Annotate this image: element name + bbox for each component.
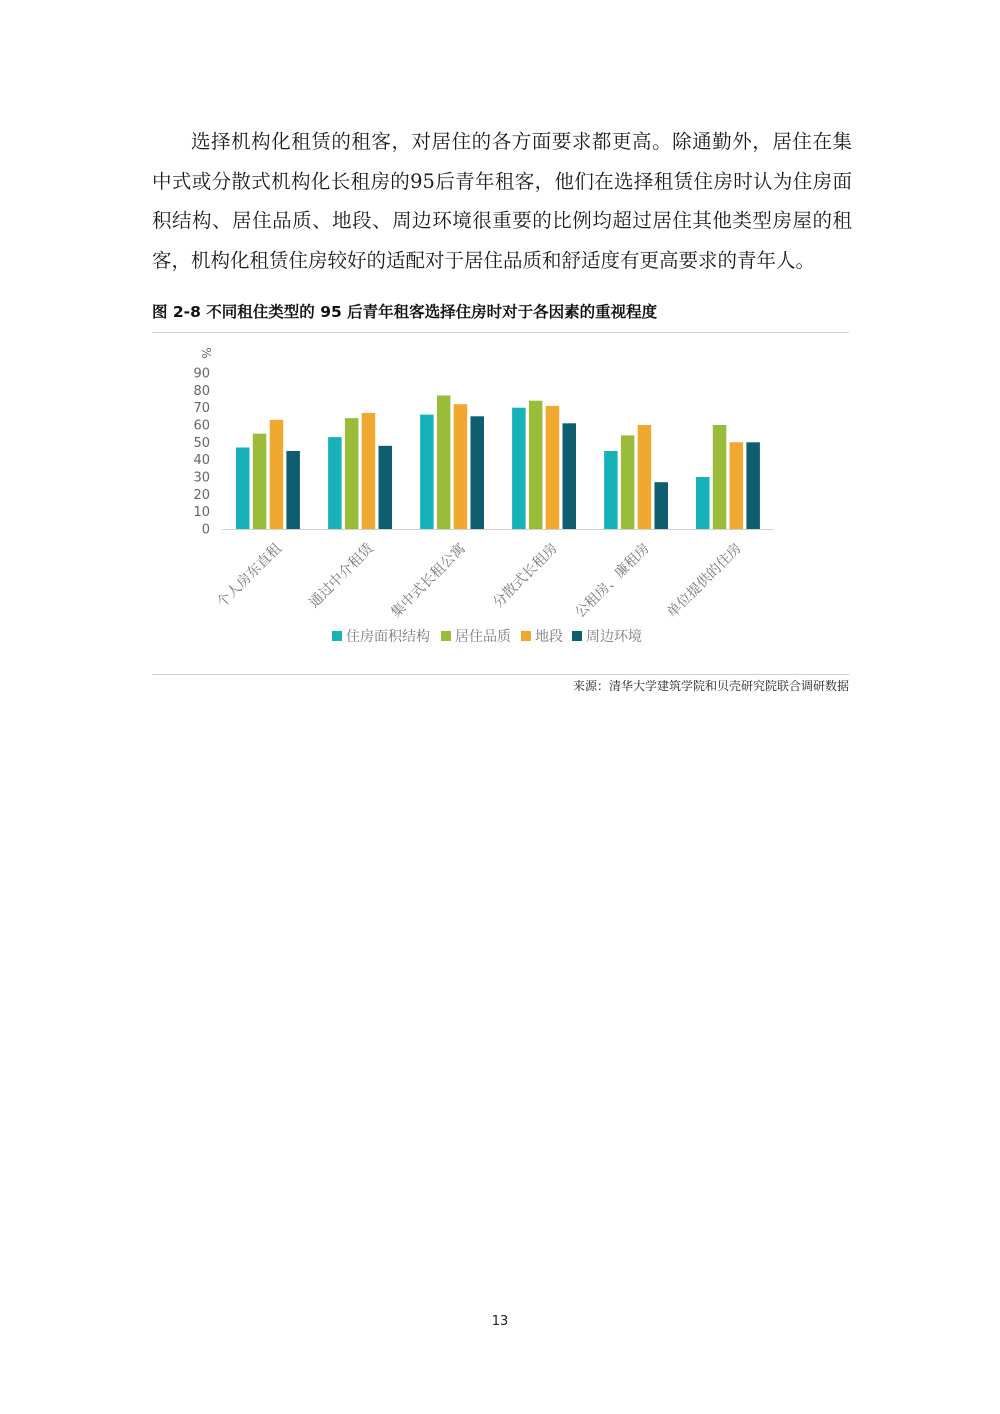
- bar: [345, 418, 359, 529]
- y-tick-label: 0: [201, 522, 210, 538]
- y-axis: [193, 347, 213, 537]
- x-category-label: 分散式长租房: [490, 540, 561, 612]
- legend-label: 周边环境: [586, 629, 642, 645]
- bar: [655, 482, 669, 529]
- y-tick-label: 60: [193, 418, 210, 434]
- bar: [696, 477, 710, 529]
- bar: [236, 448, 250, 530]
- figure-caption: 图 2-8 不同租住类型的 95 后青年租客选择住房时对于各因素的重视程度: [152, 303, 658, 321]
- bar: [713, 425, 727, 529]
- y-tick-label: 90: [193, 366, 210, 382]
- bar: [512, 408, 526, 529]
- y-tick-label: 30: [193, 470, 210, 486]
- y-tick-label: 40: [193, 453, 210, 469]
- y-axis-label: %: [199, 347, 213, 359]
- bar: [437, 396, 451, 530]
- page-number: 13: [491, 1314, 509, 1329]
- bar: [621, 435, 635, 529]
- legend-swatch: [521, 631, 531, 641]
- bar-group: [236, 396, 760, 530]
- legend-label: 地段: [535, 629, 563, 645]
- caption-divider: [152, 332, 849, 333]
- bar: [379, 446, 393, 529]
- legend-swatch: [572, 631, 582, 641]
- legend-swatch: [441, 631, 451, 641]
- bar: [362, 413, 376, 529]
- y-tick-label: 80: [193, 383, 210, 399]
- source-note: 来源：清华大学建筑学院和贝壳研究院联合调研数据: [572, 679, 849, 693]
- body-paragraph: 选择机构化租赁的租客，对居住的各方面要求都更高。除通勤外，居住在集中式或分散式机构化长租房的95后青年租客，他们在选择租赁住房时认为住房面积结构、居住品质、地段、周边环境很重要的比例均超过居住其他类型房屋的租客，机构化租赁住房较好的适配对于居住品质和舒适度有更高要求的青年人。: [152, 130, 852, 272]
- legend: [332, 628, 642, 645]
- bar: [730, 442, 744, 529]
- x-axis: [213, 530, 774, 622]
- bar: [604, 451, 618, 529]
- x-category-label: 单位提供的住房: [664, 540, 745, 622]
- x-category-label: 个人房东直租: [214, 540, 285, 612]
- bar-chart: [152, 336, 849, 672]
- bar: [420, 415, 434, 529]
- bar: [286, 451, 300, 529]
- figure-bottom-divider: [152, 674, 849, 675]
- bar: [454, 404, 468, 529]
- bar: [563, 423, 577, 529]
- x-category-label: 公租房、廉租房: [572, 540, 653, 622]
- legend-swatch: [332, 631, 342, 641]
- bar: [638, 425, 652, 529]
- x-category-label: 集中式长租公寓: [388, 540, 469, 622]
- bar: [471, 416, 485, 529]
- bar: [746, 442, 760, 529]
- bar: [328, 437, 342, 529]
- y-tick-label: 10: [193, 505, 210, 521]
- bar: [270, 420, 284, 529]
- y-tick-label: 50: [193, 435, 210, 451]
- y-tick-label: 70: [193, 401, 210, 417]
- bar: [529, 401, 543, 529]
- x-category-label: 通过中介租赁: [306, 540, 377, 612]
- y-tick-label: 20: [193, 487, 210, 503]
- legend-label: 居住品质: [455, 629, 511, 645]
- bar: [546, 406, 560, 529]
- legend-label: 住房面积结构: [346, 629, 430, 645]
- bar: [253, 434, 266, 529]
